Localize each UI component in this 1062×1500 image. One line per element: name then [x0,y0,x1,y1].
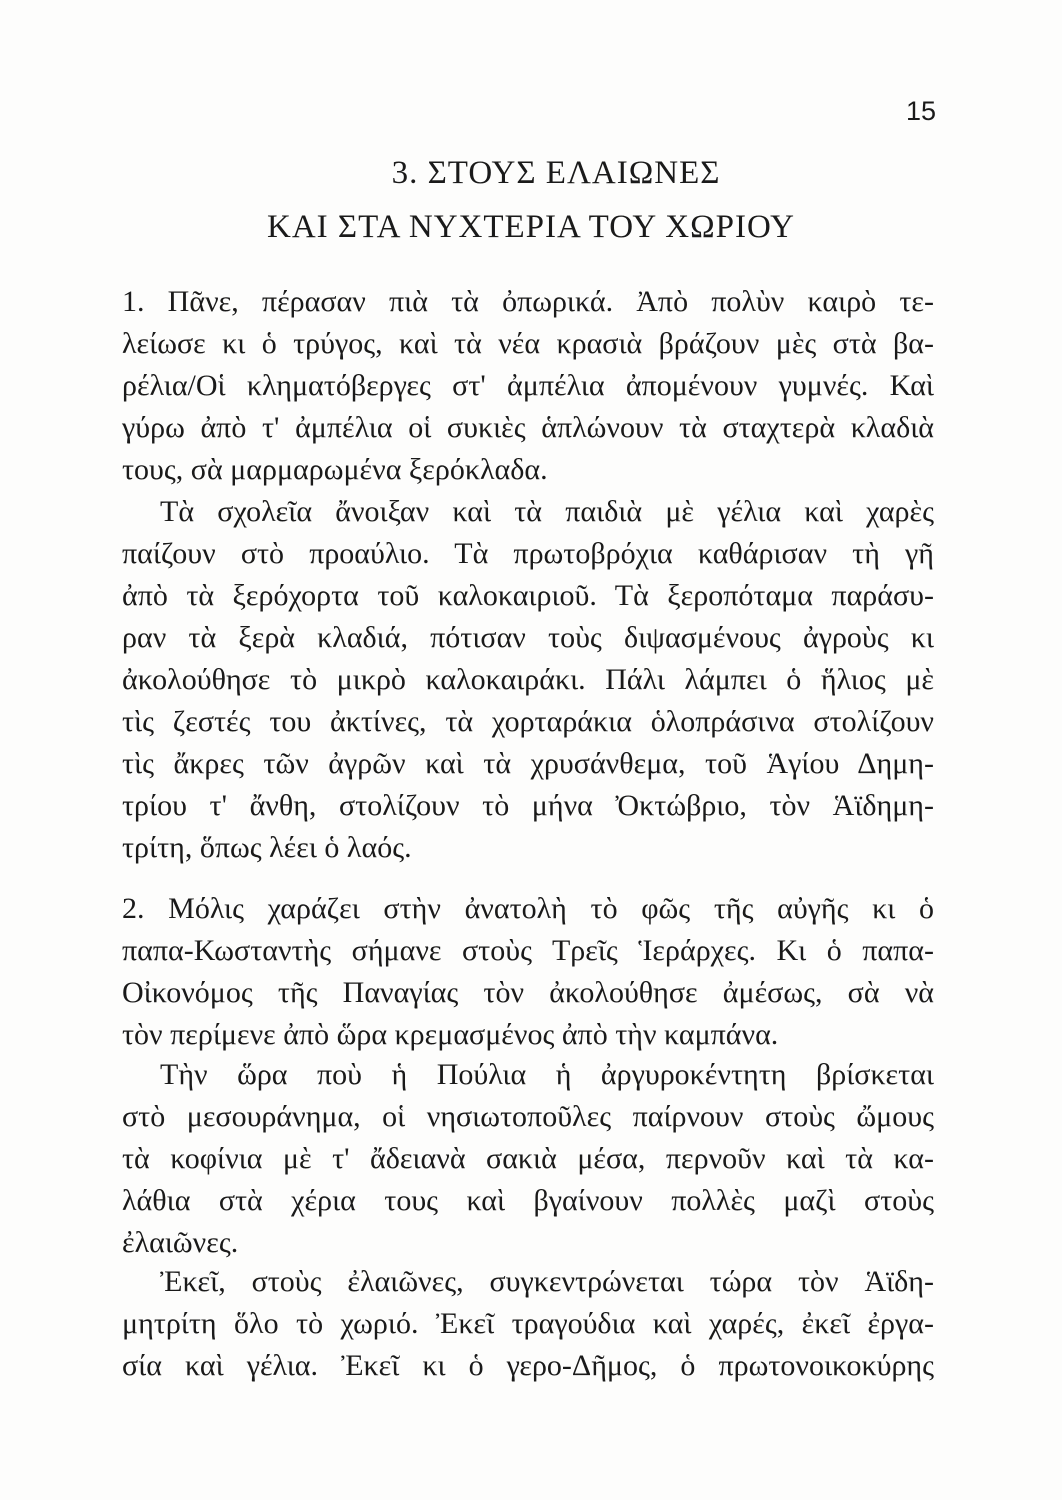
text-line: ραν τὰ ξερὰ κλαδιά, πότισαν τοὺς διψασμένους ἀγροὺς κι [122,621,934,654]
text-line: παπα-Κωσταντὴς σήμανε στοὺς Τρεῖς Ἱεράρχες. Κι ὁ παπα- [122,934,934,967]
text-line: 1. Πᾶνε, πέρασαν πιὰ τὰ ὀπωρικά. Ἀπὸ πολὺν καιρὸ τε- [122,285,934,318]
paragraph-3 [122,888,934,1056]
text-line: Τὴν ὥρα ποὺ ἡ Πούλια ἡ ἀργυροκέντητη βρίσκεται [160,1058,934,1091]
text-line: τρίτη, ὅπως λέει ὁ λαός. [122,831,412,864]
page-number: 15 [905,96,936,126]
text-line: Ἐκεῖ, στοὺς ἐλαιῶνες, συγκεντρώνεται τώρα τὸν Ἁϊδη- [160,1265,934,1298]
chapter-title-line-2: ΚΑΙ ΣΤΑ ΝΥΧΤΕΡΙΑ ΤΟΥ ΧΩΡΙΟΥ [266,209,796,245]
text-line: τους, σὰ μαρμαρωμένα ξερόκλαδα. [122,453,548,486]
paragraph-1 [122,281,934,491]
text-line: στὸ μεσουράνημα, οἱ νησιωτοποῦλες παίρνουν στοὺς ὤμους [122,1100,934,1133]
text-line: παίζουν στὸ προαύλιο. Τὰ πρωτοβρόχια καθάρισαν τὴ γῆ [122,537,934,570]
text-line: λείωσε κι ὁ τρύγος, καὶ τὰ νέα κρασιὰ βράζουν μὲς στὰ βα- [122,327,934,360]
text-line: σία καὶ γέλια. Ἐκεῖ κι ὁ γερο-Δῆμος, ὁ πρωτονοικοκύρης [122,1349,934,1382]
text-line: Οἰκονόμος τῆς Παναγίας τὸν ἀκολούθησε ἀμέσως, σὰ νὰ [122,976,934,1009]
text-line: τρίου τ' ἄνθη, στολίζουν τὸ μήνα Ὀκτώβριο, τὸν Ἁϊδημη- [122,789,934,822]
paragraph-4 [122,1054,934,1264]
text-line: τὶς ζεστές του ἀκτίνες, τὰ χορταράκια ὁλοπράσινα στολίζουν [122,705,934,738]
text-line: τὰ κοφίνια μὲ τ' ἄδειανὰ σακιὰ μέσα, περνοῦν καὶ τὰ κα- [122,1142,934,1175]
text-line: τὶς ἄκρες τῶν ἀγρῶν καὶ τὰ χρυσάνθεμα, τοῦ Ἁγίου Δημη- [122,747,934,780]
text-line: ρέλια/Οἱ κληματόβεργες στ' ἀμπέλια ἀπομένουν γυμνές. Καὶ [122,369,934,402]
text-line: γύρω ἀπὸ τ' ἀμπέλια οἱ συκιὲς ἁπλώνουν τὰ σταχτερὰ κλαδιὰ [122,411,934,444]
text-line: μητρίτη ὅλο τὸ χωριό. Ἐκεῖ τραγούδια καὶ χαρές, ἐκεῖ ἐργα- [122,1307,934,1340]
text-line: ἐλαιῶνες. [122,1226,239,1259]
text-line: Τὰ σχολεῖα ἄνοιξαν καὶ τὰ παιδιὰ μὲ γέλια καὶ χαρὲς [160,495,934,528]
paragraph-5 [122,1261,934,1387]
text-line: ἀκολούθησε τὸ μικρὸ καλοκαιράκι. Πάλι λάμπει ὁ ἥλιος μὲ [122,663,934,696]
text-line: τὸν περίμενε ἀπὸ ὥρα κρεμασμένος ἀπὸ τὴν καμπάνα. [122,1018,779,1051]
paragraph-2 [122,491,934,869]
chapter-title-line-1: 3. ΣΤΟΥΣ ΕΛΑΙΩΝΕΣ [391,155,721,191]
chapter-title [0,146,1062,254]
text-line: 2. Μόλις χαράζει στὴν ἀνατολὴ τὸ φῶς τῆς αὐγῆς κι ὁ [122,892,934,925]
text-line: ἀπὸ τὰ ξερόχορτα τοῦ καλοκαιριοῦ. Τὰ ξεροπόταμα παράσυ- [122,579,934,612]
text-line: λάθια στὰ χέρια τους καὶ βγαίνουν πολλὲς μαζὶ στοὺς [122,1184,934,1217]
